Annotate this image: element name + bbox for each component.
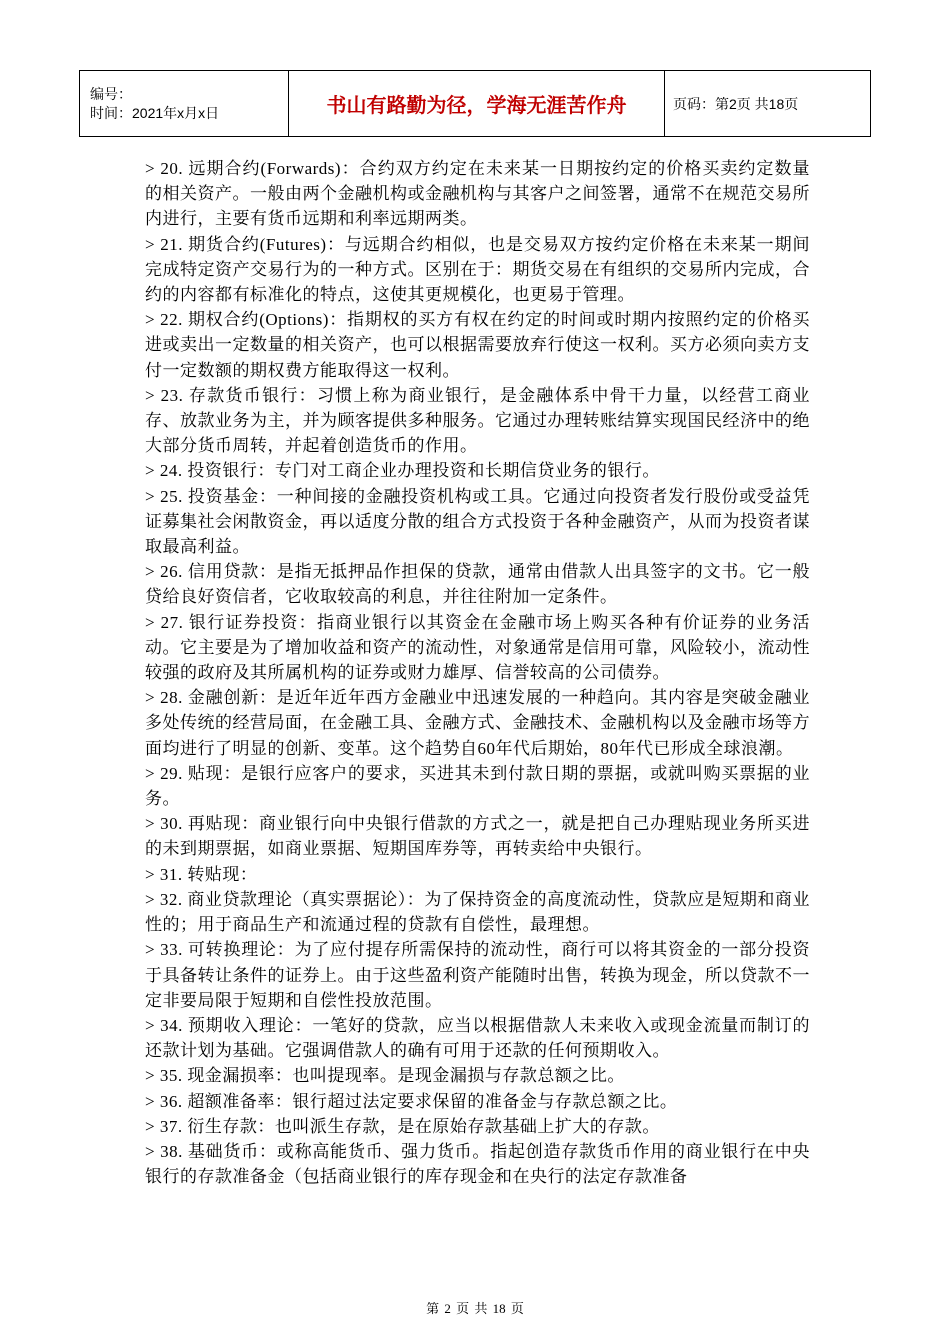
term-entry: > 36. 超额准备率：银行超过法定要求保留的准备金与存款总额之比。 <box>145 1091 678 1111</box>
header-meta-cell <box>80 71 289 137</box>
term-entry: > 35. 现金漏损率：也叫提现率。是现金漏损与存款总额之比。 <box>145 1066 625 1086</box>
term-entry: > 30. 再贴现：商业银行向中央银行借款的方式之一，就是把自己办理贴现业务所买进的未到期票据，如商业票据、短期国库券等，再转卖给中央银行。 <box>145 814 810 859</box>
term-entry: > 31. 转贴现： <box>145 864 258 884</box>
term-entry: > 21. 期货合约(Futures)：与远期合约相似，也是交易双方按约定价格在未来某一期间完成特定资产交易行为的一种方式。区别在于：期货交易在有组织的交易所内完成，合约的内容都有标准化的特点，这使其更规模化，也更易于管理。 <box>145 234 810 305</box>
term-entry: > 37. 衍生存款：也叫派生存款，是在原始存款基础上扩大的存款。 <box>145 1116 660 1136</box>
term-entry: > 32. 商业贷款理论（真实票据论）：为了保持资金的高度流动性，贷款应是短期和商业性的；用于商品生产和流通过程的贷款有自偿性，最理想。 <box>145 889 810 935</box>
term-entry: > 23. 存款货币银行：习惯上称为商业银行，是金融体系中骨干力量，以经营工商业存、放款业务为主，并为顾客提供多种服务。它通过办理转账结算实现国民经济中的绝大部分货币周转，并起着创造货币的作用。 <box>145 385 810 456</box>
term-entry: > 26. 信用贷款：是指无抵押品作担保的贷款，通常由借款人出具签字的文书。它一般贷给良好资信者，它收取较高的利息，并往往附加一定条件。 <box>145 562 810 607</box>
header-motto: 书山有路勤为径，学海无涯苦作舟 <box>289 71 665 137</box>
header-page-info: 页码：第2页 共18页 <box>665 71 871 137</box>
term-entry: > 27. 银行证券投资：指商业银行以其资金在金融市场上购买各种有价证券的业务活动。它主要是为了增加收益和资产的流动性，对象通常是信用可靠，风险较小，流动性较强的政府及其所属机构的证券或财力雄厚、信誉较高的公司债券。 <box>145 612 810 683</box>
term-entry: > 22. 期权合约(Options)：指期权的买方有权在约定的时间或时期内按照约定的价格买进或卖出一定数量的相关资产，也可以根据需要放弃行使这一权利。买方必须向卖方支付一定数额的期权费方能取得这一权利。 <box>145 310 810 380</box>
term-entry: > 25. 投资基金：一种间接的金融投资机构或工具。它通过向投资者发行股份或受益凭证募集社会闲散资金，再以适度分散的组合方式投资于各种金融资产，从而为投资者谋取最高利益。 <box>145 486 810 557</box>
term-entry: > 28. 金融创新：是近年近年西方金融业中迅速发展的一种趋向。其内容是突破金融业多处传统的经营局面，在金融工具、金融方式、金融技术、金融机构以及金融市场等方面均进行了明显的创新、变革。这个趋势自60年代后期始，80年代已形成全球浪潮。 <box>145 688 810 758</box>
document-time-label: 时间：2021年x月x日 <box>90 104 220 121</box>
page-footer: 第 2 页 共 18 页 <box>426 1301 524 1316</box>
term-entry: > 38. 基础货币：或称高能货币、强力货币。指起创造存款货币作用的商业银行在中央银行的存款准备金（包括商业银行的库存现金和在央行的法定存款准备 <box>145 1141 810 1187</box>
page-header-table <box>79 70 871 137</box>
term-entry: > 24. 投资银行：专门对工商企业办理投资和长期信贷业务的银行。 <box>145 461 660 481</box>
term-entry: > 33. 可转换理论：为了应付提存所需保持的流动性，商行可以将其资金的一部分投资于具备转让条件的证券上。由于这些盈利资产能随时出售，转换为现金，所以贷款不一定非要局限于短期和自偿性投放范围。 <box>145 940 810 1010</box>
document-number-label: 编号： <box>90 85 132 102</box>
term-entry: > 34. 预期收入理论：一笔好的贷款，应当以根据借款人未来收入或现金流量而制订的还款计划为基础。它强调借款人的确有可用于还款的任何预期收入。 <box>145 1015 810 1061</box>
term-entry: > 29. 贴现：是银行应客户的要求，买进其未到付款日期的票据，或就叫购买票据的业务。 <box>145 763 810 809</box>
document-body <box>145 156 810 1189</box>
term-entry: > 20. 远期合约(Forwards)：合约双方约定在未来某一日期按约定的价格买卖约定数量的相关资产。一般由两个金融机构或金融机构与其客户之间签署，通常不在规范交易所内进行，主要有货币远期和利率远期两类。 <box>145 159 810 229</box>
